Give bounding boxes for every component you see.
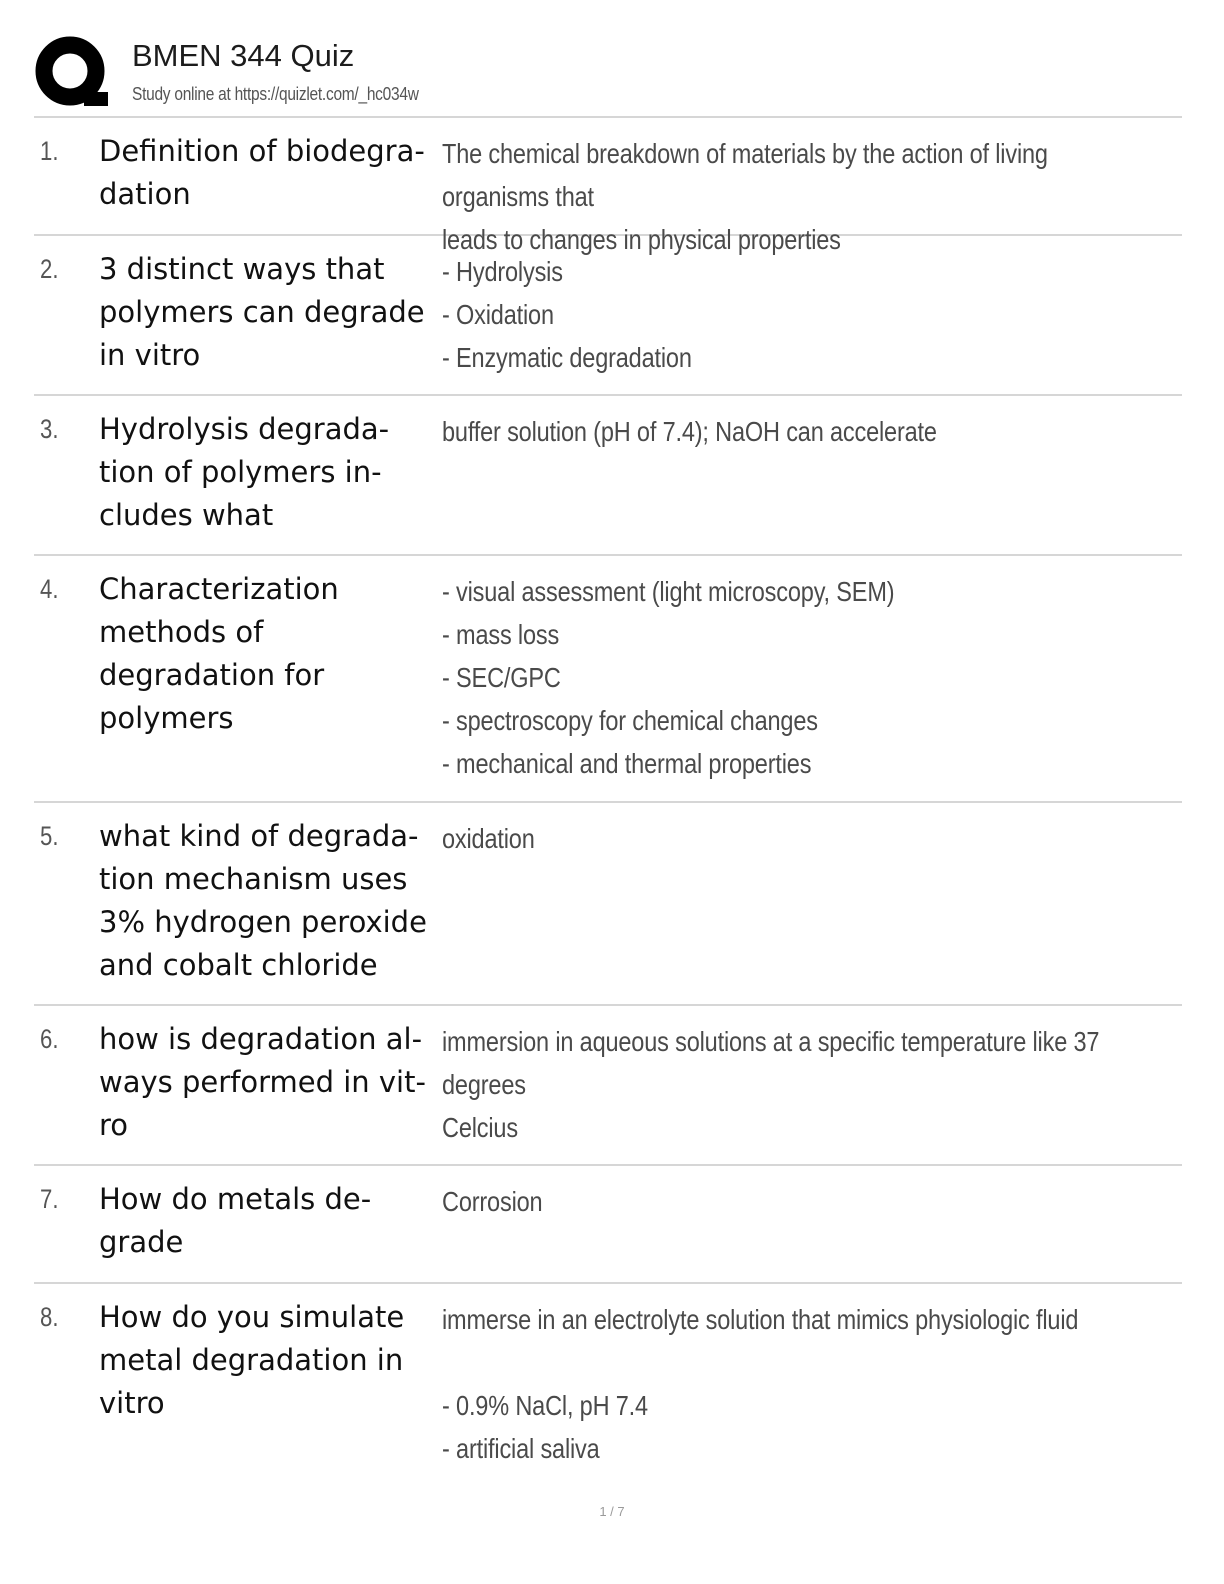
card-number: 3. <box>40 414 59 444</box>
card-definition: immersion in aqueous solutions at a specific temperature like 37 degrees Celcius <box>442 1026 1100 1143</box>
card <box>34 396 1182 556</box>
card-term: Definition of biodegra- dation <box>99 134 425 211</box>
card <box>34 803 1182 1006</box>
card-definition: Corrosion <box>442 1186 543 1217</box>
card-number: 8. <box>40 1302 59 1332</box>
card-term: Hydrolysis degrada- tion of polymers in- cludes what <box>99 412 390 532</box>
card-definition: - visual assessment (light microscopy, SEM) - mass loss - SEC/GPC - spectroscopy for chemical changes - mechanical and thermal properties <box>442 576 895 779</box>
card-number: 6. <box>40 1024 59 1054</box>
card-term: what kind of degrada- tion mechanism uses 3% hydrogen peroxide and cobalt chloride <box>99 819 427 982</box>
card-number: 4. <box>40 574 59 604</box>
card-term: 3 distinct ways that polymers can degrade in vitro <box>99 252 425 372</box>
card <box>34 236 1182 396</box>
card <box>34 118 1182 255</box>
card-definition: The chemical breakdown of materials by the action of living organisms that leads to changes in physical properties <box>442 138 1048 255</box>
card-term: Characterization methods of degradation for polymers <box>99 572 339 735</box>
page-title: BMEN 344 Quiz <box>132 38 355 73</box>
card <box>34 1166 1182 1284</box>
card-term: how is degradation al- ways performed in vit- ro <box>99 1022 426 1142</box>
page-number: 1 / 7 <box>599 1504 625 1519</box>
card-term: How do metals de- grade <box>99 1182 372 1259</box>
card <box>34 556 1182 803</box>
card-definition: immerse in an electrolyte solution that mimics physiologic fluid - 0.9% NaCl, pH 7.4 - artificial saliva <box>442 1304 1079 1464</box>
card-number: 1. <box>40 136 59 166</box>
quizlet-q-logo <box>34 34 112 112</box>
card-number: 7. <box>40 1184 59 1214</box>
card-definition: buffer solution (pH of 7.4); NaOH can accelerate <box>442 416 937 447</box>
header <box>34 34 1184 116</box>
card-number: 5. <box>40 821 59 851</box>
card <box>34 1006 1182 1166</box>
page-subtitle: Study online at https://quizlet.com/_hc034w <box>132 84 419 104</box>
card-term: How do you simulate metal degradation in vitro <box>99 1300 405 1420</box>
card-number: 2. <box>40 254 59 284</box>
card-definition: oxidation <box>442 823 535 854</box>
card <box>34 1284 1182 1484</box>
card-list <box>34 118 1182 1484</box>
card-definition: - Hydrolysis - Oxidation - Enzymatic degradation <box>442 256 692 373</box>
